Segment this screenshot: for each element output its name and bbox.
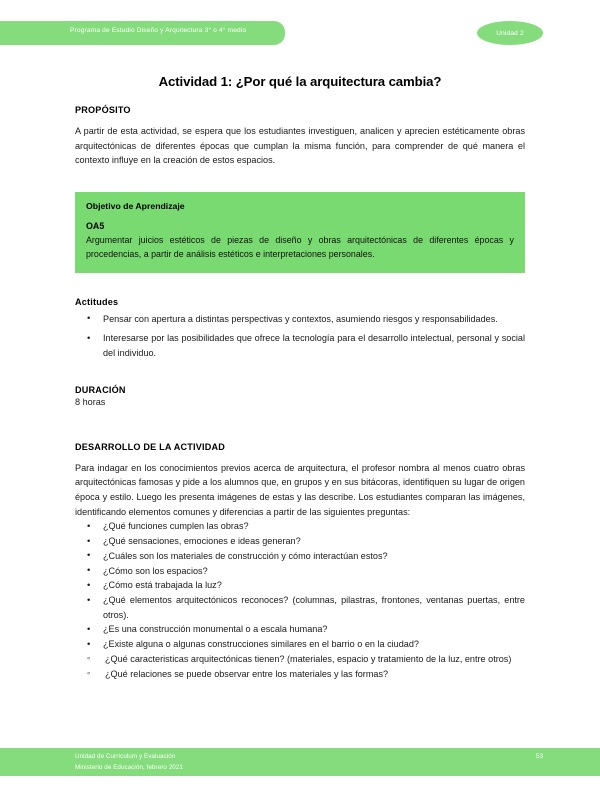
list-item: • Pensar con apertura a distintas perspectivas y contextos, asumiendo riesgos y responsabilidades.	[75, 312, 525, 327]
proposito-heading: PROPÓSITO	[75, 105, 131, 115]
actitudes-heading: Actitudes	[75, 296, 119, 307]
objetivo-box-title: Objetivo de Aprendizaje	[86, 201, 185, 212]
list-item: • ¿Cómo son los espacios?	[75, 564, 525, 579]
list-item: • Interesarse por las posibilidades que ofrece la tecnología para el desarrollo intelectual, personal y social del individuo.	[75, 331, 525, 360]
list-item: • ¿Qué funciones cumplen las obras?	[75, 519, 525, 534]
actitudes-list	[75, 312, 525, 361]
list-item: ◦ ¿Qué relaciones se puede observar entre los materiales y las formas?	[75, 667, 525, 682]
list-item: • ¿Cómo está trabajada la luz?	[75, 578, 525, 593]
list-item: • ¿Existe alguna o algunas construcciones similares en el barrio o en la ciudad?	[75, 637, 525, 652]
objetivo-text: Argumentar juicios estéticos de piezas de diseño y obras arquitectónicas de diferentes épocas y procedencias, a partir de análisis estéticos e interpretaciones personales.	[86, 235, 514, 260]
list-item: • ¿Es una construcción monumental o a escala humana?	[75, 622, 525, 637]
footer-line-1: Unidad de Currículum y Evaluación	[75, 753, 176, 760]
footer-organization	[75, 752, 183, 774]
duracion-heading: DURACIÓN	[75, 384, 126, 395]
page-footer	[0, 748, 600, 776]
page-number: 53	[535, 753, 543, 760]
objetivo-aprendizaje-box	[75, 192, 525, 273]
desarrollo-question-list	[75, 519, 525, 651]
list-item: • ¿Qué sensaciones, emociones e ideas generan?	[75, 534, 525, 549]
footer-line-2: Ministerio de Educación, febrero 2021	[75, 763, 183, 771]
program-banner-label: Programa de Estudio Diseño y Arquitectura 3° o 4° medio	[70, 27, 247, 34]
unit-badge-label: Unidad 2	[496, 29, 524, 37]
document-body	[75, 0, 525, 681]
list-item: • ¿Qué elementos arquitectónicos reconoces? (columnas, pilastras, frontones, ventanas puertas, entre otros).	[75, 593, 525, 622]
list-item: • ¿Cuáles son los materiales de construcción y cómo interactúan estos?	[75, 549, 525, 564]
desarrollo-subquestion-list	[75, 652, 525, 681]
list-item: ◦ ¿Qué caracteristicas arquitectónicas tienen? (materiales, espacio y tratamiento de la luz, entre otros)	[75, 652, 525, 667]
objetivo-code: OA5	[86, 221, 105, 232]
desarrollo-intro: Para indagar en los conocimientos previos acerca de arquitectura, el profesor nombra al menos cuatro obras arquitectónicas famosas y pide a los alumnos que, en grupos y en sus bitácoras, identifiquen su lugar de origen época y estilo. Luego les presenta imágenes de estas y las describe. Los estudiantes comparan las imágenes, identificando elementos comunes y diferencias a partir de las siguientes preguntas:	[75, 462, 525, 517]
duracion-value: 8 horas	[75, 396, 106, 407]
desarrollo-heading: DESARROLLO DE LA ACTIVIDAD	[75, 441, 226, 452]
proposito-text: A partir de esta actividad, se espera que los estudiantes investiguen, analicen y aprecien estéticamente obras arquitectónicas de diferentes épocas que cumplan la misma función, para comprender de qué manera el contexto influye en la creación de estos espacios.	[75, 126, 525, 166]
page-title: Actividad 1: ¿Por qué la arquitectura cambia?	[158, 74, 442, 89]
